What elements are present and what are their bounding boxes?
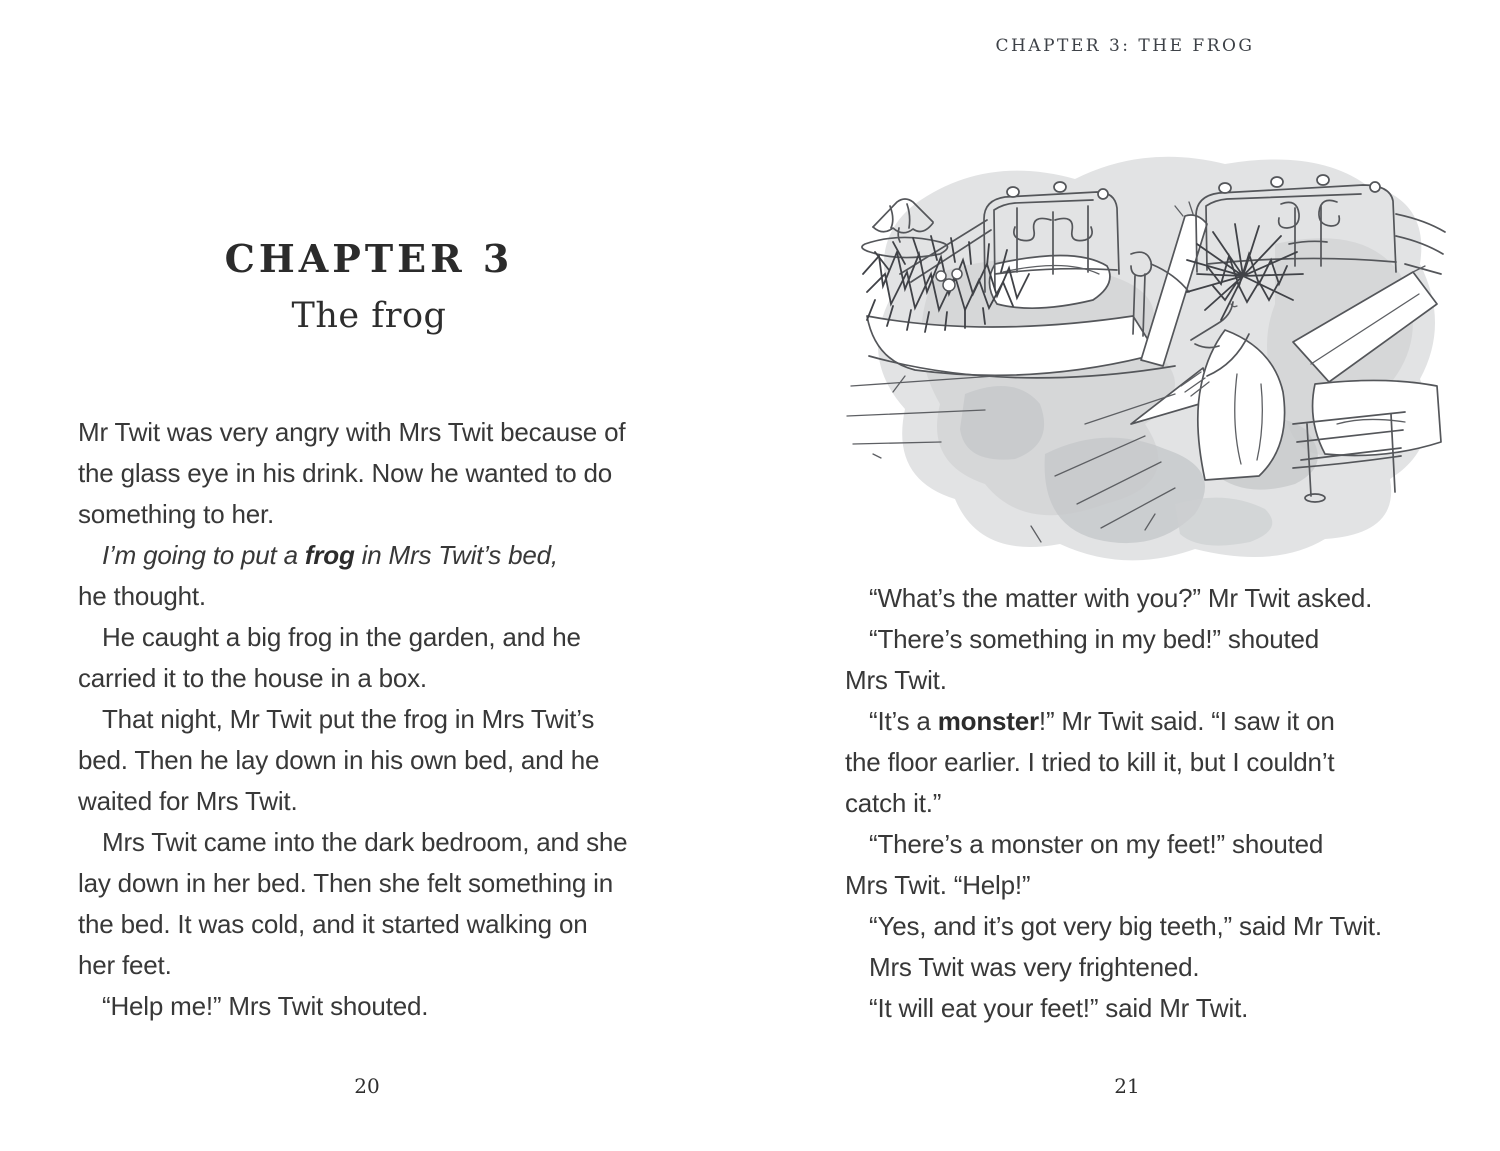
text-segment: Mrs Twit. “Help!”	[845, 870, 1031, 900]
text-line	[845, 619, 1435, 660]
text-line	[78, 658, 663, 699]
text-line	[78, 986, 663, 1027]
text-segment: Mr Twit was very angry with Mrs Twit because of	[78, 417, 626, 447]
running-head: CHAPTER 3: THE FROG	[995, 36, 1255, 56]
text-line	[845, 865, 1435, 906]
text-line	[78, 535, 663, 576]
text-segment: waited for Mrs Twit.	[78, 786, 298, 816]
text-segment: the bed. It was cold, and it started walking on	[78, 909, 588, 939]
text-line	[78, 781, 663, 822]
text-segment: lay down in her bed. Then she felt something in	[78, 868, 614, 898]
text-segment: he thought.	[78, 581, 206, 611]
page-number-left: 20	[354, 1074, 380, 1098]
text-segment: Mrs Twit.	[845, 665, 947, 695]
text-line	[845, 701, 1435, 742]
text-line	[78, 740, 663, 781]
text-segment: “There’s something in my bed!” shouted	[869, 624, 1320, 654]
text-segment: carried it to the house in a box.	[78, 663, 427, 693]
text-line	[78, 576, 663, 617]
text-segment: something to her.	[78, 499, 275, 529]
text-segment: monster	[937, 706, 1039, 736]
text-segment: catch it.”	[845, 788, 942, 818]
text-line	[845, 660, 1435, 701]
text-line	[78, 904, 663, 945]
text-line	[845, 783, 1435, 824]
text-segment: in Mrs Twit’s bed,	[354, 540, 558, 570]
text-line	[845, 988, 1435, 1029]
text-line	[78, 945, 663, 986]
text-segment: “It will eat your feet!” said Mr Twit.	[869, 993, 1249, 1023]
text-line	[78, 617, 663, 658]
text-segment: her feet.	[78, 950, 172, 980]
right-page-text	[845, 578, 1435, 1029]
text-line	[845, 906, 1435, 947]
text-segment: That night, Mr Twit put the frog in Mrs Twit’s	[102, 704, 595, 734]
text-line	[78, 453, 663, 494]
text-line	[78, 822, 663, 863]
text-line	[78, 494, 663, 535]
bedroom-illustration	[845, 124, 1460, 566]
chapter-title: CHAPTER 3	[224, 236, 514, 281]
text-segment: the glass eye in his drink. Now he wanted to do	[78, 458, 613, 488]
text-segment: “Yes, and it’s got very big teeth,” said Mr Twit.	[869, 911, 1382, 941]
text-segment: bed. Then he lay down in his own bed, and he	[78, 745, 600, 775]
text-line	[845, 578, 1435, 619]
text-line	[845, 742, 1435, 783]
text-segment: He caught a big frog in the garden, and he	[102, 622, 581, 652]
text-segment: “Help me!” Mrs Twit shouted.	[102, 991, 429, 1021]
text-line	[78, 412, 663, 453]
text-segment: !” Mr Twit said. “I saw it on	[1038, 706, 1335, 736]
text-segment: “It’s a	[869, 706, 938, 736]
text-segment: Mrs Twit came into the dark bedroom, and she	[102, 827, 628, 857]
text-line	[845, 947, 1435, 988]
text-line	[845, 824, 1435, 865]
text-segment: “What’s the matter with you?” Mr Twit asked.	[869, 583, 1373, 613]
text-segment: Mrs Twit was very frightened.	[869, 952, 1200, 982]
left-page-text	[78, 412, 663, 1027]
text-line	[78, 699, 663, 740]
text-segment: I’m going to put a	[102, 540, 305, 570]
text-segment: frog	[304, 540, 355, 570]
chapter-subtitle: The frog	[291, 296, 447, 336]
text-line	[78, 863, 663, 904]
page-number-right: 21	[1114, 1074, 1140, 1098]
text-segment: the floor earlier. I tried to kill it, but I couldn’t	[845, 747, 1335, 777]
text-segment: “There’s a monster on my feet!” shouted	[869, 829, 1324, 859]
